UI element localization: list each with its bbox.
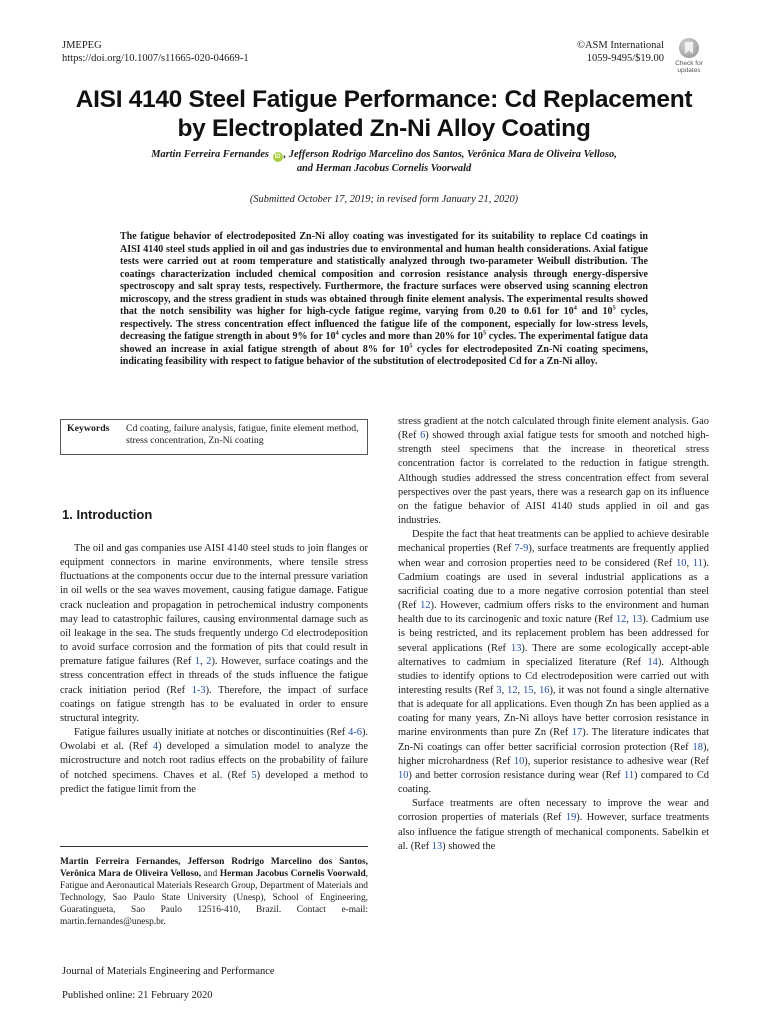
- orcid-icon[interactable]: iD: [274, 154, 281, 160]
- check-for-updates-badge[interactable]: [672, 38, 706, 76]
- footer-published-date: Published online: 21 February 2020: [62, 990, 213, 1001]
- citation-link[interactable]: 13: [631, 614, 643, 626]
- citation-link[interactable]: 18: [692, 741, 703, 753]
- citation-link[interactable]: 2: [206, 656, 212, 668]
- citation-link[interactable]: 10: [513, 755, 525, 767]
- left-column-text: [60, 542, 368, 797]
- citation-link[interactable]: 12: [420, 600, 431, 612]
- title-line-1: AISI 4140 Steel Fatigue Performance: Cd Replacement: [75, 86, 693, 113]
- author-1: Martin Ferreira Fernandes: [151, 149, 269, 160]
- citation-link[interactable]: 3: [496, 684, 502, 696]
- citation-link[interactable]: 6: [420, 430, 426, 442]
- citation-link[interactable]: 14: [647, 656, 658, 668]
- bookmark-icon: [679, 38, 699, 58]
- citation-link[interactable]: 7-9: [514, 543, 529, 555]
- right-column-text: [398, 415, 709, 854]
- citation-link[interactable]: 10: [676, 557, 687, 569]
- citation-link[interactable]: 13: [431, 840, 443, 852]
- citation-link[interactable]: 10: [398, 769, 409, 781]
- citation-link[interactable]: 1: [194, 656, 201, 668]
- doi-link[interactable]: https://doi.org/10.1007/s11665-020-04669-1: [62, 53, 249, 64]
- keywords-label: Keywords: [67, 423, 110, 434]
- citation-link[interactable]: 16: [539, 684, 550, 696]
- paragraph: Surface treatments are often necessary to improve the wear and corrosion properties of materials (Ref 19). However, surface treatments also influence the fatigue strength of mechanical components. Sabelkin et al. (Ref 13) showed the: [398, 798, 710, 852]
- footnote-divider: [60, 846, 368, 847]
- issn-price: 1059-9495/$19.00: [586, 53, 664, 64]
- keywords-text: Cd coating, failure analysis, fatigue, finite element method, stress concentration, Zn-Ni coating: [126, 423, 359, 446]
- author-list: [60, 148, 708, 176]
- paragraph: Despite the fact that heat treatments can be applied to achieve desirable mechanical properties (Ref 7-9), surface treatments are frequently applied when wear and corrosion properties need to be considered (Ref 10, 11). Cadmium coatings are used in several industrial applications as a sacrificial coating due to a more negative corrosion potential than steel (Ref 12). However, cadmium offers risks to the environment and human health due to its carcinogenic and toxic nature (Ref 12, 13). Cadmium use is being restricted, and its replacement problem has been addressed for several applications (Ref 13). There are some ecologically accept-able alternatives to cadmium in specialized literature (Ref 14). Although studies to identify options to Cd electrodeposition were carried out with interesting results (Ref 3, 12, 15, 16), it was not found a single alternative that is adequate for all applications. Even though Zn has been applied as a coating for many years, Zn-Ni alloys have better corrosion resistance in marine environments than pure Zn (Ref 17). The literature indicates that Zn-Ni coatings can offer better sacrificial corrosion protection (Ref 18), higher microhardness (Ref 10), superior resistance to adhesive wear (Ref 10) and better corrosion resistance during wear (Ref 11) compared to Cd coating.: [398, 529, 710, 796]
- keywords-box: [60, 419, 368, 455]
- paragraph: Fatigue failures usually initiate at notches or discontinuities (Ref 4-6). Owolabi et al. (Ref 4) developed a simulation model to analyze the microstructure and notch root radius effects on the probability of failure of notched specimens. Chaves et al. (Ref 5) developed a method to predict the fatigue limit from the: [60, 727, 368, 795]
- citation-link[interactable]: 4: [152, 741, 159, 753]
- footer-journal-name: Journal of Materials Engineering and Performance: [62, 966, 275, 977]
- title-line-2: by Electroplated Zn-Ni Alloy Coating: [177, 115, 591, 142]
- abstract: The fatigue behavior of electrodeposited Zn-Ni alloy coating was investigated for its suitability to replace Cd coatings in AISI 4140 steel studs applied in oil and gas industries due to environmental and human health considerations. Axial fatigue tests were carried out at room temperature and statistically analyzed through two-parameter Weibull distribution. The coatings characterization included chemical composition and corrosion resistance analysis through energy-dispersive spectroscopy and salt spray tests, respectively. Furthermore, the fracture surfaces were observed using scanning electron microscopy, and the stress gradient in studs was obtained through finite element analysis. The experimental results showed that the notch sensibility was higher for high-cycle fatigue regime, varying from 0.20 to 0.61 for $10^4$ and $10^5$ cycles, respectively. The stress concentration effect influenced the fatigue life of the component, especially for low-stress levels, decreasing the fatigue strength in about 9% for $10^4$ cycles and more than 20% for $10^5$ cycles. The experimental fatigue data showed an increase in axial fatigue strength of about 8% for $10^5$ cycles for electrodeposited Zn-Ni coating specimens, indicating feasibility with respect to fatigue behavior of the substitution of electrodeposited Cd for a Zn-Ni alloy.: [120, 231, 648, 368]
- paragraph: The oil and gas companies use AISI 4140 steel studs to join flanges or equipment connectors in marine environments, where tensile stress fluctuations at the components occur due to the internal pressure variation in oil wells or the sea waves movement, causing fatigue damage. Fatigue crack nucleation and propagation in petrochemical industry components may lead to catastrophic failures, causing environmental damage such as oil leakage in the sea. The studs frequently undergo Cd electrodeposition to avoid surface corrosion and the formation of pits that could result in premature fatigue failures (Ref 1, 2). However, surface coatings and the stress concentration effect in threads of the studs influence the fatigue crack initiation period (Ref 1-3). Therefore, the impact of surface coatings on fatigue strength has to be evaluated in order to ensure structural integrity.: [60, 543, 368, 724]
- authors-continued: , Jefferson Rodrigo Marcelino dos Santos, Verônica Mara de Oliveira Velloso,: [283, 149, 617, 160]
- citation-link[interactable]: 15: [523, 684, 534, 696]
- citation-link[interactable]: 12: [507, 684, 518, 696]
- citation-link[interactable]: 13: [511, 642, 522, 654]
- copyright: ©ASM International: [576, 40, 664, 51]
- citation-link[interactable]: 19: [565, 812, 577, 824]
- paragraph: stress gradient at the notch calculated through finite element analysis. Gao (Ref 6) showed through axial fatigue tests for smooth and notched high-strength steel specimens that the increase in theoretical stress concentration factor is correlated to the reduction in fatigue strength. Although studies addressed the stress concentration effect from several perspectives over the past years, there was a research gap on its influence on the fatigue behavior of AISI 4140 studs applied in oil and gas industries.: [398, 416, 709, 527]
- author-affiliation: Martin Ferreira Fernandes, Jefferson Rodrigo Marcelino dos Santos, Verônica Mara de Oliveira Velloso, and Herman Jacobus Cornelis Voorwald, Fatigue and Aeronautical Materials Research Group, Department of Materials and Technology, Sao Paulo State University (Unesp), School of Engineering, Guaratingueta, Sao Paulo 12516-410, Brazil. Contact e-mail: martin.fernandes@unesp.br.: [60, 857, 369, 927]
- citation-link[interactable]: 11: [624, 769, 635, 781]
- journal-abbrev: JMEPEG: [62, 40, 102, 51]
- citation-link[interactable]: 1-3: [191, 684, 206, 696]
- citation-link[interactable]: 12: [615, 614, 627, 626]
- running-header-right: [577, 39, 664, 65]
- submission-dates: (Submitted October 17, 2019; in revised form January 21, 2020): [249, 194, 519, 205]
- check-badge-text-2: updates: [677, 67, 701, 74]
- citation-link[interactable]: 5: [251, 769, 257, 781]
- running-header-left: [62, 39, 249, 65]
- citation-link[interactable]: 11: [692, 557, 703, 569]
- citation-link[interactable]: 17: [571, 727, 583, 739]
- citation-link[interactable]: 4-6: [348, 727, 362, 739]
- article-title: [40, 85, 728, 143]
- section-heading-introduction: 1. Introduction: [62, 507, 153, 522]
- authors-last: and Herman Jacobus Cornelis Voorwald: [296, 163, 472, 174]
- check-badge-text-1: Check for: [675, 60, 703, 67]
